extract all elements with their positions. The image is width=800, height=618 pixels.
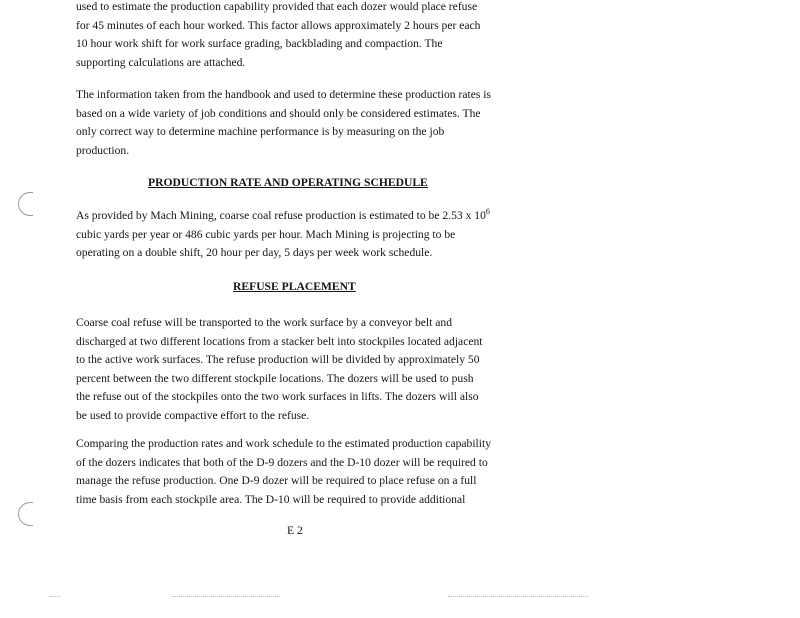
text-line: operating on a double shift, 20 hour per day, 5 days per week work schedule. — [76, 246, 433, 259]
text-line: for 45 minutes of each hour worked. This factor allows approximately 2 hours per each — [76, 18, 481, 32]
text-line: to the active work surfaces. The refuse production will be divided by approximately 50 — [76, 353, 480, 366]
scan-artifact-line — [448, 596, 588, 597]
text-line-main: As provided by Mach Mining, coarse coal refuse production is estimated to be 2.53 x 10 — [76, 209, 486, 222]
exponent: 6 — [485, 207, 490, 216]
text-line: percent between the two different stockpile locations. The dozers will be used to push — [76, 371, 474, 385]
text-line — [76, 207, 521, 226]
text-line: used to estimate the production capability provided that each dozer would place refuse — [76, 0, 478, 13]
text-line: 10 hour work shift for work surface grading, backblading and compaction. The — [76, 37, 443, 50]
text-line: only correct way to determine machine performance is by measuring on the job — [76, 125, 445, 138]
text-line: Coarse coal refuse will be transported to the work surface by a conveyor belt and — [76, 316, 453, 329]
scan-artifact-line — [172, 596, 280, 597]
paragraph-handbook-estimates — [76, 86, 521, 160]
paragraph-dozer-requirements — [76, 435, 521, 509]
text-line: discharged at two different locations from a stacker belt into stockpiles located adjacent — [76, 334, 483, 348]
text-line: be used to provide compactive effort to the refuse. — [76, 408, 310, 422]
text-line: of the dozers indicates that both of the D-9 dozers and the D-10 dozer will be required to — [76, 455, 488, 469]
punch-hole-mark — [18, 192, 33, 216]
section-heading-refuse-placement: REFUSE PLACEMENT — [233, 280, 356, 293]
text-line: supporting calculations are attached. — [76, 55, 246, 69]
paragraph-conveyor-transport — [76, 314, 521, 425]
text-line: time basis from each stockpile area. The D-10 will be required to provide additional — [76, 492, 466, 506]
punch-hole-mark — [18, 502, 33, 526]
text-line: based on a wide variety of job conditions and should only be considered estimates. The — [76, 106, 481, 120]
text-line: manage the refuse production. One D-9 dozer will be required to place refuse on a full — [76, 474, 477, 487]
text-line: production. — [76, 143, 130, 157]
text-line: The information taken from the handbook and used to determine these production rates is — [76, 88, 492, 101]
page-number: E 2 — [287, 524, 303, 537]
section-heading-production-rate: PRODUCTION RATE AND OPERATING SCHEDULE — [148, 176, 428, 189]
text-line: Comparing the production rates and work schedule to the estimated production capability — [76, 437, 492, 450]
text-line: cubic yards per year or 486 cubic yards per hour. Mach Mining is projecting to be — [76, 227, 456, 241]
paragraph-refuse-production — [76, 207, 521, 263]
text-line: the refuse out of the stockpiles onto the two work surfaces in lifts. The dozers will also — [76, 390, 479, 403]
paragraph-production-capability — [76, 0, 521, 72]
scan-artifact-line — [50, 596, 60, 597]
